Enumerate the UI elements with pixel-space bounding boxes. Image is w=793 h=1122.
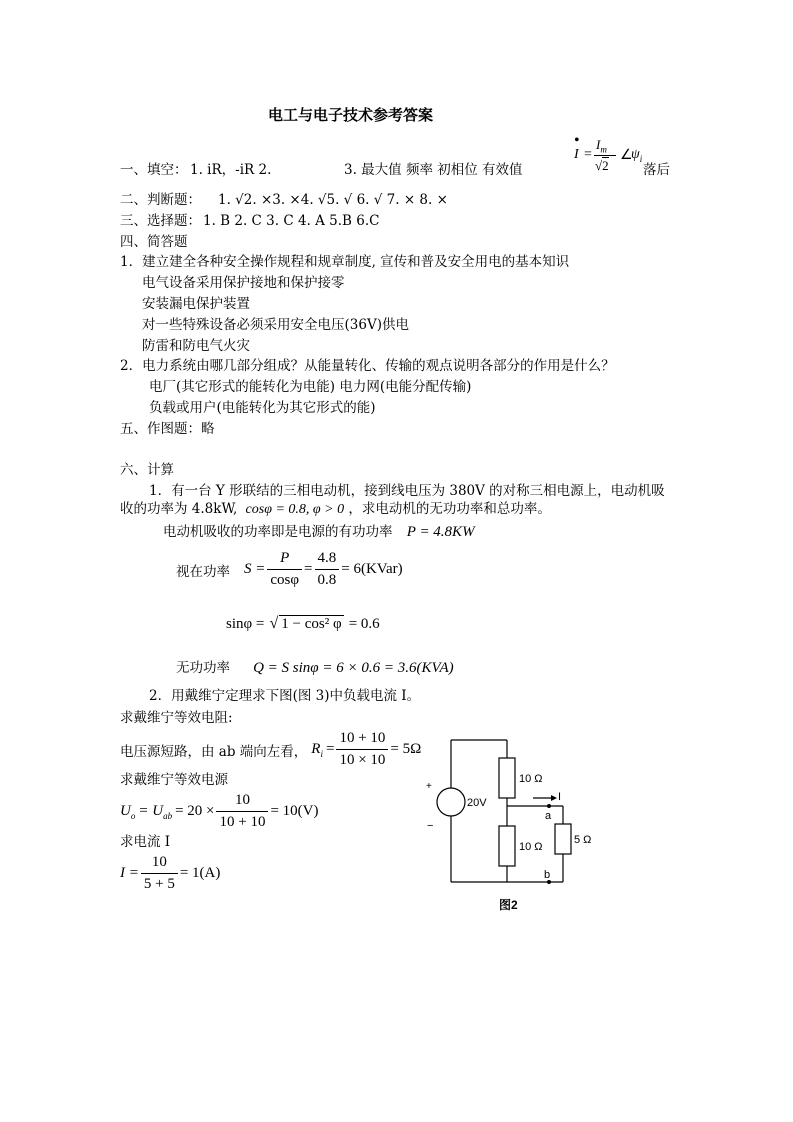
thevenin-u-sub: o bbox=[130, 810, 136, 821]
fraction bbox=[141, 854, 178, 893]
arrow-head-icon bbox=[551, 795, 557, 801]
fill-tail: 落后 bbox=[643, 162, 670, 178]
voltage-source bbox=[437, 788, 465, 816]
thevenin-u-mid: = U bbox=[138, 802, 164, 819]
phasor-den: 2 bbox=[602, 158, 609, 173]
node-a-dot bbox=[547, 804, 551, 808]
thevenin-r-text: 电压源短路，由 ab 端向左看， bbox=[120, 743, 308, 760]
thevenin-u-var: U bbox=[120, 802, 131, 819]
thevenin-r-title: 求戴维宁等效电阻: bbox=[120, 710, 233, 726]
active-power-text: 电动机吸收的功率即是电源的有功功率 bbox=[163, 524, 393, 540]
dot-mark: • bbox=[574, 132, 580, 149]
node-a-label: a bbox=[545, 810, 552, 822]
r-load-label: 5 Ω bbox=[574, 834, 592, 846]
fill-items: 1. iR，-iR 2. bbox=[190, 162, 272, 178]
problem-1-text: ，求电动机的无功功率和总功率。 bbox=[348, 501, 551, 517]
answer-q1-line: 对一些特殊设备必须采用安全电压(36V)供电 bbox=[142, 317, 409, 333]
equals-sign: = bbox=[584, 147, 592, 162]
resistor-bottom bbox=[499, 826, 515, 866]
thevenin-r-line: 电压源短路，由 ab 端向左看， $R_i$ = $\frac{10 + 10}{10 \times 10}$ = 5Ω bbox=[120, 730, 422, 768]
thevenin-r-var: R bbox=[311, 740, 321, 757]
problem-2-text: 2．用戴维宁定理求下图(图 3)中负载电流 I。 bbox=[149, 688, 421, 704]
answer-q1: 1．建立建全各种安全操作规程和规章制度, 宣传和普及安全用电的基本知识 bbox=[120, 254, 570, 270]
angle-sign: ∠ bbox=[620, 148, 633, 163]
active-power-eq: P = 4.8KW bbox=[406, 524, 475, 540]
sqrt-sign: √2 bbox=[595, 158, 609, 173]
problem-1-condition: cosφ = 0.8, φ > 0 bbox=[245, 502, 345, 517]
phasor-lhs: I bbox=[574, 147, 579, 162]
thevenin-u-sub: ab bbox=[163, 810, 173, 821]
section-calc-label: 六、计算 bbox=[120, 462, 174, 478]
fraction-den: 10 × 10 bbox=[339, 752, 386, 768]
resistor-top bbox=[499, 758, 515, 798]
answer-q2: 2．电力系统由哪几部分组成？从能量转化、传输的观点说明各部分的作用是什么？ bbox=[120, 358, 615, 374]
fraction-num: 10 + 10 bbox=[336, 730, 388, 750]
fraction bbox=[216, 792, 268, 831]
reactive-power-line bbox=[176, 656, 454, 677]
answer-q2-line: 负载或用户(电能转化为其它形式的能) bbox=[149, 400, 376, 416]
section-choice-label: 三、选择题： bbox=[120, 213, 201, 229]
judge-items: 1. √2. ×3. ×4. √5. √ 6. √ 7. × 8. × bbox=[218, 192, 448, 208]
reactive-power-eq: Q = S sinφ = 6 × 0.6 = 3.6(KVA) bbox=[253, 660, 454, 676]
r-bottom-label: 10 Ω bbox=[519, 841, 543, 853]
fraction-den: cosφ bbox=[270, 572, 300, 588]
phasor-angle bbox=[631, 147, 642, 164]
sin-lhs: sinφ = bbox=[226, 616, 265, 632]
current-result: = 1(A) bbox=[179, 865, 221, 881]
reactive-power-label: 无功功率 bbox=[176, 660, 230, 676]
current-title: 求电流 I bbox=[120, 834, 171, 850]
thevenin-r-sub: i bbox=[320, 748, 323, 759]
page-title: 电工与电子技术参考答案 bbox=[268, 106, 434, 124]
fraction bbox=[336, 730, 388, 769]
source-plus: + bbox=[426, 781, 432, 792]
section-drawing-label: 五、作图题：略 bbox=[120, 421, 215, 437]
apparent-power-result: = 6(KVar) bbox=[341, 561, 403, 577]
fraction-num: P bbox=[267, 550, 302, 570]
answer-q2-line: 电厂(其它形式的能转化为电能) 电力网(电能分配传输) bbox=[149, 379, 472, 395]
r-top-label: 10 Ω bbox=[519, 773, 543, 785]
answer-q1-line: 防雷和防电气火灾 bbox=[142, 338, 250, 354]
phasor-num-sub: m bbox=[600, 144, 607, 155]
sin-line: sinφ = √ 1 − cos² φ = 0.6 bbox=[226, 615, 380, 632]
choice-items: 1. B 2. C 3. C 4. A 5.B 6.C bbox=[203, 213, 380, 229]
section-label: 一、填空： bbox=[120, 162, 188, 178]
problem-1-text: 1．有一台 Y 形联结的三相电动机，接到线电压为 380V 的对称三相电源上，电动机吸 bbox=[149, 483, 665, 499]
thevenin-u-pre: = 20 × bbox=[175, 803, 215, 819]
resistor-load bbox=[555, 824, 571, 854]
problem-1-text: 收的功率为 4.8kW, bbox=[120, 501, 238, 517]
active-power-line bbox=[163, 525, 475, 540]
fraction-den: 10 + 10 bbox=[219, 814, 266, 830]
thevenin-u-result: = 10(V) bbox=[270, 803, 319, 819]
thevenin-u-title: 求戴维宁等效电源 bbox=[120, 772, 228, 788]
fraction bbox=[267, 550, 302, 589]
thevenin-r-result: = 5Ω bbox=[390, 741, 422, 757]
thevenin-u-line bbox=[120, 792, 319, 831]
phasor-angle-var: ψ bbox=[631, 147, 640, 162]
fraction-den: 0.8 bbox=[317, 572, 337, 588]
fraction-bar bbox=[594, 155, 616, 156]
problem-1-line-2 bbox=[120, 503, 551, 517]
phasor-angle-sub: i bbox=[639, 153, 643, 164]
apparent-power-line: 视在功率 S = $\frac{P}{\cos\varphi}$ = $\frac{4.8}{0.8}$ = 6(KVar) bbox=[176, 550, 403, 588]
node-b-label: b bbox=[544, 869, 551, 881]
phasor-num-var: I bbox=[596, 137, 601, 152]
thevenin-r-lhs bbox=[311, 741, 323, 759]
sin-radicand: 1 − cos² φ bbox=[281, 616, 342, 632]
fraction-num: 10 bbox=[141, 854, 178, 874]
fraction-num: 4.8 bbox=[315, 550, 340, 570]
answer-q1-line: 安装漏电保护装置 bbox=[142, 296, 250, 312]
fill-item-3: 3. 最大值 频率 初相位 有效值 bbox=[344, 162, 523, 178]
answer-q1-line: 电气设备采用保护接地和保护接零 bbox=[142, 275, 345, 291]
section-short-answer-label: 四、简答题 bbox=[120, 234, 188, 250]
apparent-power-lhs: S = bbox=[244, 561, 266, 577]
figure-caption: 图2 bbox=[499, 898, 518, 912]
fraction-num: 10 bbox=[216, 792, 268, 812]
fraction bbox=[315, 550, 340, 589]
circuit-diagram bbox=[415, 730, 615, 915]
current-lhs: I = bbox=[120, 865, 139, 881]
section-judge-label: 二、判断题： bbox=[120, 192, 201, 208]
source-label: 20V bbox=[467, 797, 487, 809]
phasor-num bbox=[596, 137, 607, 155]
sin-rhs: = 0.6 bbox=[348, 616, 380, 632]
current-line bbox=[120, 854, 220, 893]
apparent-power-label: 视在功率 bbox=[176, 563, 230, 580]
source-minus: − bbox=[427, 820, 434, 832]
current-label: I bbox=[558, 791, 562, 803]
fraction-den: 5 + 5 bbox=[143, 876, 175, 892]
